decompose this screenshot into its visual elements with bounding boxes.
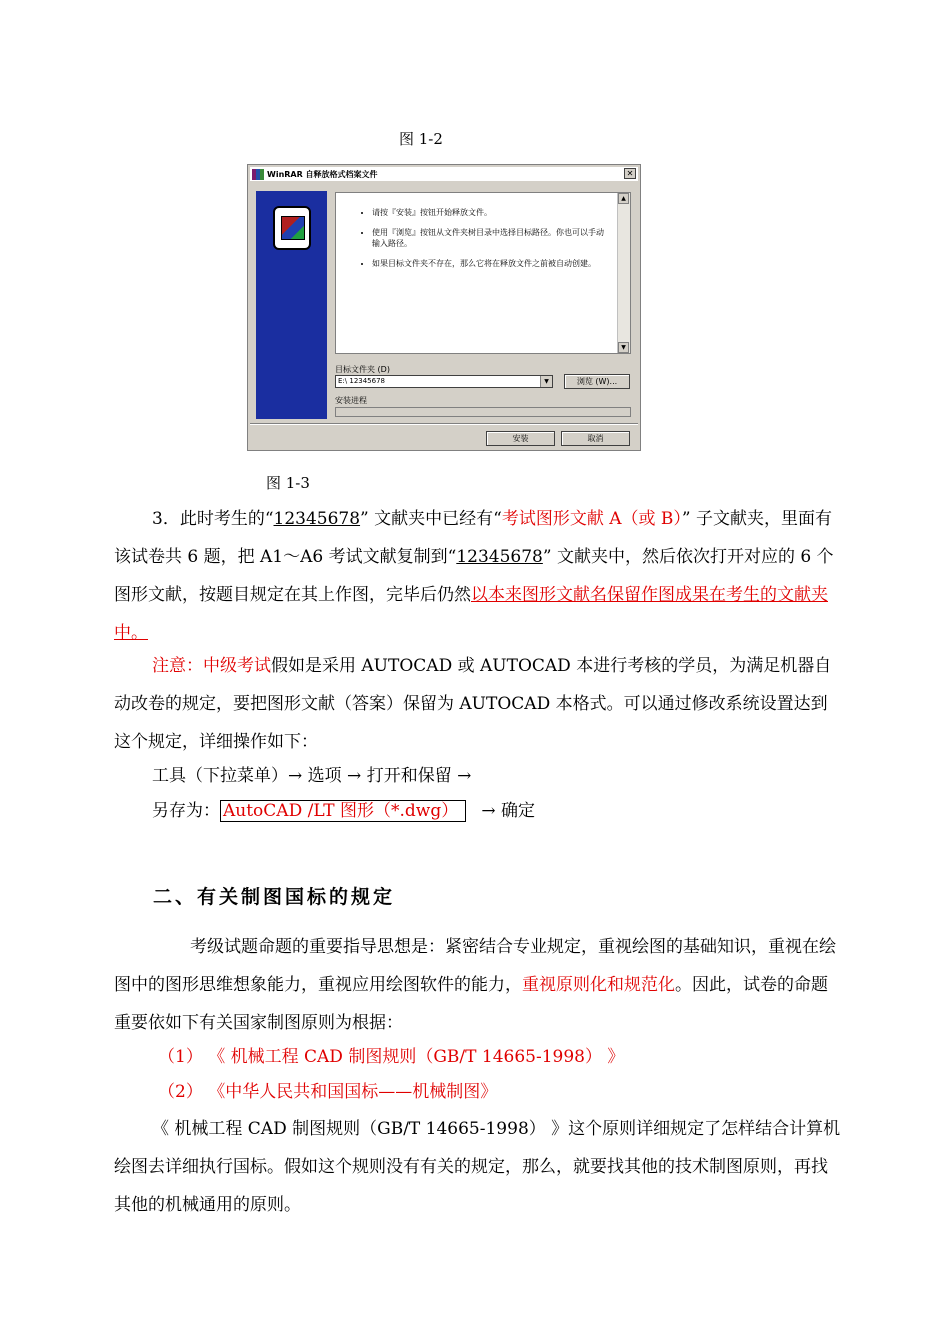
paragraph-standard: 《 机械工程 CAD 制图规则（GB/T 14665-1998） 》这个原则详细规定了怎样结合计算机绘图去详细执行国标。假如这个规则没有有关的规定，那么，就要找其他的技术制图原则，再找其他的机械通用的原则。 [114, 1119, 841, 1215]
text: ” 文献夹中已经有“ [360, 509, 502, 529]
info-bullet: • 使用『浏览』按钮从文件夹树目录中选择目标路径。你也可以手动输入路径。 [372, 227, 607, 249]
info-box [335, 192, 631, 354]
scroll-down-icon[interactable]: ▼ [618, 342, 629, 353]
save-as-format-box: AutoCAD /LT 图形（*.dwg） [220, 800, 466, 822]
dest-folder-value: E:\ 12345678 [338, 377, 385, 385]
browse-button[interactable]: 浏览 (W)... [564, 374, 630, 389]
archive-logo-icon [273, 206, 311, 250]
chevron-down-icon[interactable]: ▼ [540, 376, 552, 387]
section-heading: 二、有关制图国标的规定 [153, 886, 396, 908]
text: ” 文献夹中，然后依次打开对应的 6 个图形文献，按题目规定在其上作图，完毕后仍然 [114, 547, 834, 605]
folder-name: 12345678 [456, 547, 543, 567]
folder-name: 12345678 [273, 509, 361, 529]
scroll-up-icon[interactable]: ▲ [618, 193, 629, 204]
figure-caption-1-3: 图 1-3 [266, 474, 310, 492]
figure-caption-1-2: 图 1-2 [399, 130, 443, 148]
dest-folder-combo[interactable] [335, 375, 553, 388]
subfolder-name: 考试图形文献 A（或 B） [501, 509, 682, 529]
winrar-icon [252, 169, 264, 180]
text: 假如是采用 AUTOCAD 或 AUTOCAD 本进行考核的学员，为满足机器自动改卷的规定，要把图形文献（答案）保留为 AUTOCAD 本格式。可以通过修改系统设置达到这个规定，详细操作如下： [114, 656, 832, 752]
reference-1: （1） 《 机械工程 CAD 制图规则（GB/T 14665-1998） 》 [158, 1047, 625, 1067]
paragraph-note [114, 647, 844, 761]
highlighted-instruction: 以本来图形文献名保留作图成果在考生的文献夹中。 [114, 585, 828, 643]
info-bullet: • 如果目标文件夹不存在，那么它将在释放文件之前被自动创建。 [372, 258, 607, 269]
save-as-label: 另存为： [152, 801, 220, 821]
cancel-button[interactable]: 取消 [561, 431, 630, 446]
info-bullet: • 请按『安装』按钮开始释放文件。 [372, 207, 607, 218]
progress-label: 安装进程 [335, 396, 367, 405]
paragraph-guideline [114, 928, 844, 1042]
text: ” 子文献夹，里面有该试卷共 6 题，把 A1～A6 考试文献复制到“ [114, 509, 833, 567]
reference-2: （2） 《中华人民共和国国标——机械制图》 [158, 1082, 498, 1102]
highlighted-phrase: 重视原则化和规范化 [522, 975, 675, 995]
info-scrollbar[interactable] [617, 193, 630, 353]
text: 考级试题命题的重要指导思想是：紧密结合专业规定，重视绘图的基础知识，重视在绘图中的图形思维想象能力，重视应用绘图软件的能力， [114, 937, 836, 995]
dialog-separator [250, 423, 638, 425]
paragraph-step3 [114, 500, 844, 652]
text: 。因此，试卷的命题重要依如下有关国家制图原则为根据： [114, 975, 828, 1033]
install-progress-bar [335, 407, 631, 417]
save-as-line [152, 794, 535, 828]
install-button[interactable]: 安装 [486, 431, 555, 446]
dest-folder-label: 目标文件夹 (D) [335, 365, 390, 374]
text: 3．此时考生的“ [152, 509, 274, 529]
dialog-sidebar [256, 191, 327, 419]
winrar-dialog [247, 164, 641, 451]
dialog-title: WinRAR 自释放格式档案文件 [267, 169, 378, 179]
menu-path: 工具（下拉菜单）→ 选项 → 打开和保留 → [152, 766, 472, 786]
dialog-titlebar [250, 167, 638, 181]
close-icon[interactable]: ✕ [624, 168, 636, 179]
note-label: 注意：中级考试 [152, 656, 271, 676]
save-as-tail: → 确定 [481, 801, 536, 821]
